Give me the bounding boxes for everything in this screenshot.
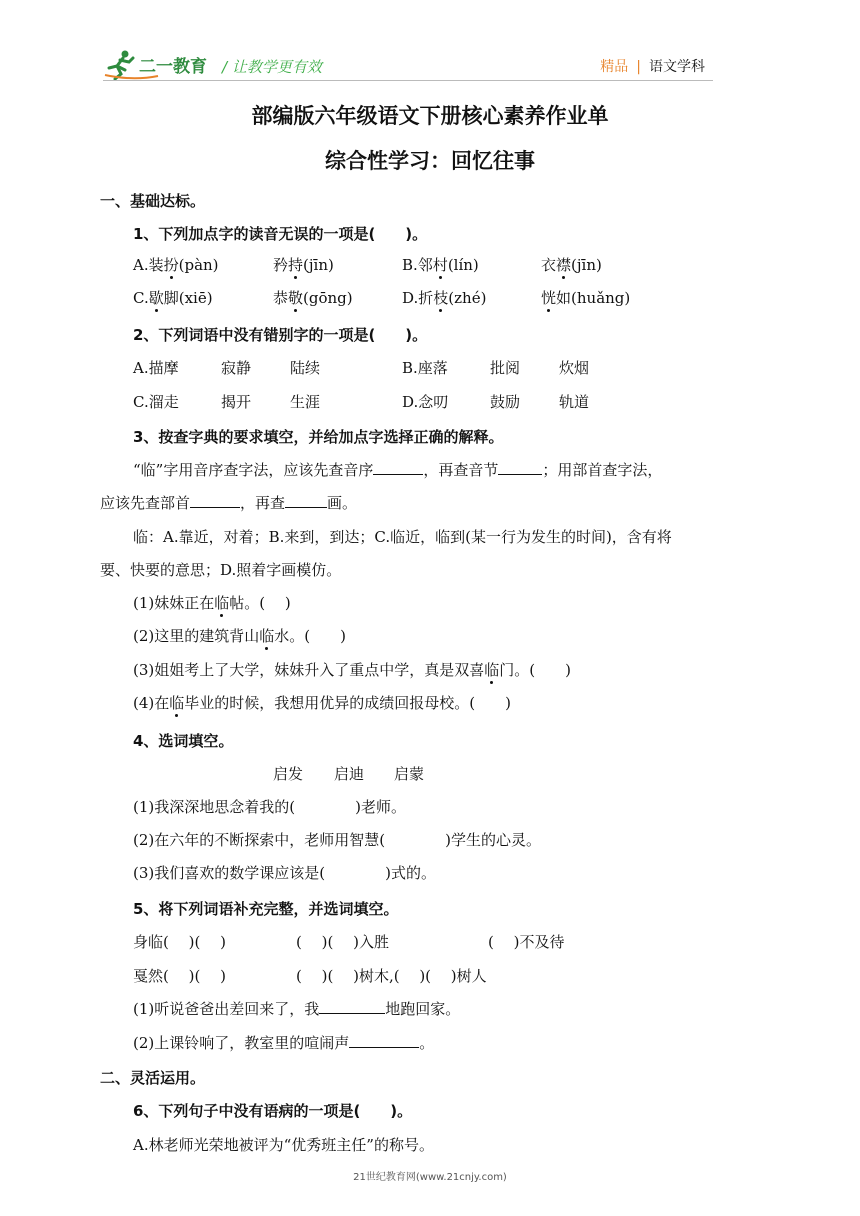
q2-option-a-word: A.描摩 — [133, 359, 179, 377]
q3-definitions-line1: 临：A.靠近，对着；B.来到，到达；C.临近，临到(某一行为发生的时间)，含有将 — [133, 528, 672, 546]
q3-stem: 3、按查字典的要求填空，并给加点字选择正确的解释。 — [133, 428, 504, 446]
subject-label: 语文学科 — [649, 59, 705, 75]
page-footer: 21世纪教育网(www.21cnjy.com) — [353, 1172, 507, 1183]
q4-word-option: 启发 — [273, 765, 304, 783]
q1-option-c2: 恭敬(gōng) — [273, 289, 353, 307]
header-right — [600, 56, 705, 76]
header-separator: | — [636, 59, 641, 75]
q3-definitions-line2: 要、快要的意思；D.照着字画模仿。 — [100, 561, 342, 579]
q1-option-b2: 衣襟(jīn) — [541, 256, 602, 274]
page-subtitle: 综合性学习：回忆往事 — [325, 149, 535, 173]
badge-label: 精品 — [600, 59, 629, 75]
q1-option-a2: 矜持(jīn) — [273, 256, 334, 274]
q3-sentence-3: (3)姐姐考上了大学，妹妹升入了重点中学，真是双喜临门。( ) — [133, 661, 571, 679]
page-title: 部编版六年级语文下册核心素养作业单 — [251, 104, 609, 128]
section-heading-2: 二、灵活运用。 — [100, 1069, 206, 1087]
q2-option-b-word: B.座落 — [402, 359, 448, 377]
q1-option-c1: C.歇脚(xiē) — [133, 289, 213, 307]
answer-blank — [349, 1033, 419, 1048]
slogan: / 让教学更有效 — [222, 58, 322, 76]
q3-sentence-4: (4)在临毕业的时候，我想用优异的成绩回报母校。( ) — [133, 694, 511, 712]
q4-sentence-3: (3)我们喜欢的数学课应该是( )式的。 — [133, 864, 436, 882]
q1-option-a1: A.装扮(pàn) — [133, 256, 219, 274]
q3-sentence-2: (2)这里的建筑背山临水。( ) — [133, 627, 346, 645]
q2-option-d-word: D.念叨 — [402, 393, 449, 411]
answer-blank — [498, 460, 542, 475]
q1-option-d2: 恍如(huǎng) — [541, 289, 631, 307]
answer-blank — [319, 999, 385, 1014]
q5-sentence-2: (2)上课铃响了，教室里的喧闹声 。 — [133, 1034, 435, 1052]
q3-paragraph-line2: 应该先查部首 ，再查 画。 — [100, 494, 358, 512]
q2-option-a-word: 陆续 — [290, 359, 321, 377]
q4-word-option: 启蒙 — [394, 765, 425, 783]
q1-option-d1: D.折枝(zhé) — [402, 289, 487, 307]
q2-option-c-word: 生涯 — [290, 393, 321, 411]
q5-stem: 5、将下列词语补充完整，并选词填空。 — [133, 900, 399, 918]
q5-idiom: 戛然( )( ) — [133, 967, 226, 985]
brand-logo — [103, 48, 213, 80]
q2-option-d-word: 轨道 — [559, 393, 590, 411]
answer-blank — [285, 493, 327, 508]
answer-blank — [190, 493, 240, 508]
q2-option-d-word: 鼓励 — [490, 393, 521, 411]
section-heading-1: 一、基础达标。 — [100, 192, 206, 210]
logo-text: 二一教育 — [139, 57, 207, 77]
q4-stem: 4、选词填空。 — [133, 732, 234, 750]
q2-option-a-word: 寂静 — [221, 359, 252, 377]
q5-idiom: 身临( )( ) — [133, 933, 226, 951]
q2-option-c-word: 揭开 — [221, 393, 252, 411]
q4-sentence-2: (2)在六年的不断探索中，老师用智慧( )学生的心灵。 — [133, 831, 541, 849]
q6-stem: 6、下列句子中没有语病的一项是( )。 — [133, 1102, 413, 1120]
q5-idiom: ( )( )入胜 — [296, 933, 389, 951]
q3-paragraph-line1: “临”字用音序查字法，应该先查音序 ，再查音节 ；用部首查字法， — [133, 461, 663, 479]
q1-option-b1: B.邻村(lín) — [402, 256, 479, 274]
q5-sentence-1: (1)听说爸爸出差回来了，我 地跑回家。 — [133, 1000, 461, 1018]
q6-option-a: A.林老师光荣地被评为“优秀班主任”的称号。 — [133, 1136, 434, 1154]
q5-idiom: ( )不及待 — [488, 933, 565, 951]
q2-option-c-word: C.溜走 — [133, 393, 179, 411]
page-header — [0, 0, 860, 82]
header-divider — [103, 80, 713, 81]
q2-option-b-word: 批阅 — [490, 359, 521, 377]
q4-sentence-1: (1)我深深地思念着我的( )老师。 — [133, 798, 406, 816]
q3-sentence-1: (1)妹妹正在临帖。( ) — [133, 594, 291, 612]
q5-idiom: ( )( )树木,( )( )树人 — [296, 967, 487, 985]
q2-stem: 2、下列词语中没有错别字的一项是( )。 — [133, 326, 428, 344]
q1-stem: 1、下列加点字的读音无误的一项是( )。 — [133, 225, 428, 243]
q4-word-option: 启迪 — [334, 765, 365, 783]
q2-option-b-word: 炊烟 — [559, 359, 590, 377]
answer-blank — [373, 460, 423, 475]
